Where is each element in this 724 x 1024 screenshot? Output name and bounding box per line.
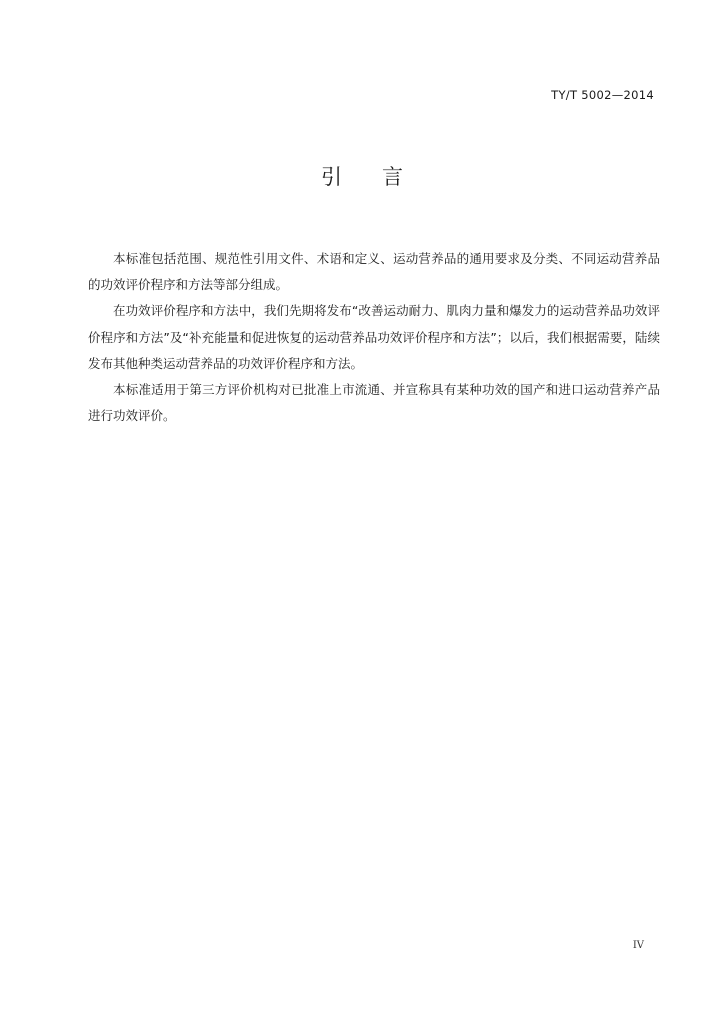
- title-char-1: 引: [321, 165, 342, 189]
- paragraph-1: 本标准包括范围、规范性引用文件、术语和定义、运动营养品的通用要求及分类、不同运动营养品的功效评价程序和方法等部分组成。: [88, 251, 660, 293]
- paragraph-3: 本标准适用于第三方评价机构对已批准上市流通、并宣称具有某种功效的国产和进口运动营养产品进行功效评价。: [88, 382, 660, 424]
- page-number: IV: [632, 940, 644, 951]
- standard-code: TY/T 5002—2014: [551, 88, 654, 102]
- title-char-2: 言: [382, 165, 403, 189]
- body-text: [88, 246, 660, 429]
- page-title: [0, 161, 724, 191]
- paragraph-2: 在功效评价程序和方法中，我们先期将发布“改善运动耐力、肌肉力量和爆发力的运动营养品功效评价程序和方法”及“补充能量和促进恢复的运动营养品功效评价程序和方法”；以后，我们根据需要，陆续发布其他种类运动营养品的功效评价程序和方法。: [88, 303, 660, 371]
